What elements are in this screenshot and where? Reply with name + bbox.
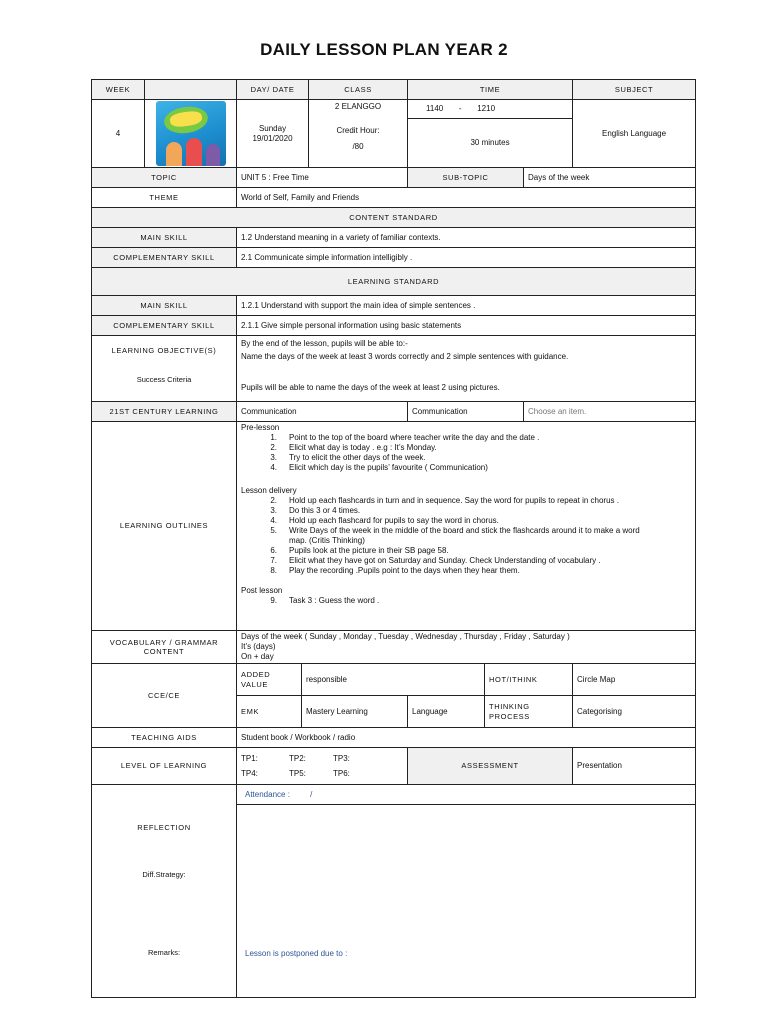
pre-item-number: 4. (270, 463, 277, 472)
credit-hour-value: /80 (352, 142, 364, 151)
theme-value: World of Self, Family and Friends (237, 188, 696, 208)
delivery-item-number: 8. (270, 566, 277, 575)
reflection-labels (92, 785, 237, 998)
post-item-text: Task 3 : Guess the word . (289, 596, 380, 605)
lesson-delivery-list (241, 496, 691, 576)
delivery-item-text: Play the recording .Pupils point to the days when they hear them. (289, 566, 520, 575)
ls-main-skill-label: MAIN SKILL (92, 296, 237, 316)
added-value-value: responsible (302, 664, 485, 696)
attendance-label: Attendance : (245, 789, 290, 799)
learning-outlines-value (237, 422, 696, 631)
time-header: TIME (408, 80, 573, 100)
pre-item (241, 453, 691, 463)
added-value-label: ADDED VALUE (237, 664, 302, 696)
delivery-item-text: Hold up each flashcards in turn and in sequence. Say the word for pupils to repeat in chorus . (289, 496, 619, 505)
pre-item-number: 1. (270, 433, 277, 442)
pre-item-number: 3. (270, 453, 277, 462)
time-value (408, 100, 573, 168)
tp1: TP1: (241, 753, 258, 763)
book-cover-cell (145, 100, 237, 168)
sub-topic-label: SUB-TOPIC (408, 168, 524, 188)
hot-ithink-value: Circle Map (573, 664, 696, 696)
objectives-label: LEARNING OBJECTIVE(S) (111, 346, 217, 355)
delivery-item-number: 4. (270, 516, 277, 525)
assessment-value: Presentation (573, 748, 696, 785)
delivery-item (241, 556, 691, 566)
tp5: TP5: (289, 768, 306, 778)
time-range: 1140 - 1210 (408, 100, 572, 119)
level-of-learning-label: LEVEL OF LEARNING (92, 748, 237, 785)
main-skill-value: 1.2 Understand meaning in a variety of familiar contexts. (237, 228, 696, 248)
post-lesson-list (241, 596, 691, 606)
delivery-item (241, 526, 691, 546)
delivery-item-number: 5. (270, 526, 277, 535)
post-item-number: 9. (270, 596, 277, 605)
day-text: Sunday (258, 123, 287, 133)
delivery-item (241, 496, 691, 506)
delivery-item-number: 2. (270, 496, 277, 505)
century-choose-item[interactable]: Choose an item. (524, 402, 696, 422)
pre-item (241, 443, 691, 453)
delivery-item-text: Do this 3 or 4 times. (289, 506, 361, 515)
pre-item-text: Point to the top of the board where teacher write the day and the date . (289, 433, 540, 442)
ls-complementary-skill-value: 2.1.1 Give simple personal information using basic statements (237, 316, 696, 336)
learning-outlines-label: LEARNING OUTLINES (92, 422, 237, 631)
success-criteria-text: Pupils will be able to name the days of the week at least 2 using pictures. (241, 383, 500, 392)
pre-item-text: Elicit what day is today . e.g : It’s Monday. (289, 443, 437, 452)
tp-levels (237, 748, 408, 785)
pre-item (241, 463, 691, 473)
teaching-aids-label: TEACHING AIDS (92, 728, 237, 748)
remarks-field[interactable] (237, 805, 696, 998)
thinking-process-value: Categorising (573, 696, 696, 728)
thinking-process-label: THINKING PROCESS (485, 696, 573, 728)
post-lesson-heading: Post lesson (241, 586, 283, 595)
class-value (309, 100, 408, 168)
book-cover-image (156, 101, 226, 166)
pre-item-number: 2. (270, 443, 277, 452)
topic-value: UNIT 5 : Free Time (237, 168, 408, 188)
emk-value: Mastery Learning (302, 696, 408, 728)
delivery-item-text: Elicit what they have got on Saturday and Sunday. Check Understanding of vocabulary . (289, 556, 601, 565)
cce-label: CCE/CE (92, 664, 237, 728)
sub-topic-value: Days of the week (524, 168, 696, 188)
objectives-value (237, 336, 696, 402)
assessment-label: ASSESSMENT (408, 748, 573, 785)
vocabulary-value (237, 631, 696, 664)
learning-standard-heading: LEARNING STANDARD (92, 268, 696, 296)
vocabulary-line-2: It’s (days) (241, 642, 276, 651)
objectives-intro: By the end of the lesson, pupils will be able to:- (241, 339, 408, 348)
diff-strategy-label: Diff.Strategy: (142, 870, 186, 880)
subject-header: SUBJECT (573, 80, 696, 100)
delivery-item-number: 6. (270, 546, 277, 555)
delivery-item (241, 546, 691, 556)
lesson-plan-table (91, 79, 696, 998)
page-title: DAILY LESSON PLAN YEAR 2 (260, 40, 508, 59)
duration-text: 30 minutes (470, 138, 510, 147)
vocabulary-line-3: On + day (241, 652, 274, 661)
success-criteria-label: Success Criteria (136, 375, 192, 385)
century-item-1: Communication (237, 402, 408, 422)
class-name: 2 ELANGGO (334, 102, 382, 111)
pre-lesson-list (241, 433, 691, 473)
credit-hour-label: Credit Hour: (336, 126, 380, 135)
attendance-field[interactable] (237, 785, 696, 805)
delivery-item-number: 3. (270, 506, 277, 515)
delivery-item-text: Pupils look at the picture in their SB page 58. (289, 546, 449, 555)
objective-text: Name the days of the week at least 3 words correctly and 2 simple sentences with guidance. (241, 352, 569, 361)
ls-main-skill-value: 1.2.1 Understand with support the main idea of simple sentences . (237, 296, 696, 316)
main-skill-label: MAIN SKILL (92, 228, 237, 248)
theme-label: THEME (92, 188, 237, 208)
pre-item (241, 433, 691, 443)
objectives-label-cell (92, 336, 237, 402)
tp3: TP3: (333, 753, 350, 763)
pre-item-text: Try to elicit the other days of the week. (289, 453, 426, 462)
attendance-separator: / (310, 789, 313, 799)
emk-value-2: Language (408, 696, 485, 728)
delivery-item (241, 566, 691, 576)
complementary-skill-value: 2.1 Communicate simple information intelligibly . (237, 248, 696, 268)
week-value: 4 (92, 100, 145, 168)
pre-lesson-heading: Pre-lesson (241, 423, 280, 432)
content-standard-heading: CONTENT STANDARD (92, 208, 696, 228)
delivery-item (241, 516, 691, 526)
topic-label: TOPIC (92, 168, 237, 188)
delivery-item-text: Hold up each flashcard for pupils to say the word in chorus. (289, 516, 499, 525)
ls-complementary-skill-label: COMPLEMENTARY SKILL (92, 316, 237, 336)
emk-label: EMK (237, 696, 302, 728)
class-header: CLASS (309, 80, 408, 100)
delivery-item-text: Write Days of the week in the middle of the board and stick the flashcards around it to make a word map. (Critis Thinking) (289, 526, 640, 545)
tp6: TP6: (333, 768, 350, 778)
day-date-value (237, 100, 309, 168)
delivery-item (241, 506, 691, 516)
complementary-skill-label: COMPLEMENTARY SKILL (92, 248, 237, 268)
century-learning-label: 21ST CENTURY LEARNING (92, 402, 237, 422)
week-header: WEEK (92, 80, 145, 100)
pre-item-text: Elicit which day is the pupils’ favourite ( Communication) (289, 463, 488, 472)
century-item-2: Communication (408, 402, 524, 422)
remarks-label: Remarks: (147, 947, 181, 957)
delivery-item-number: 7. (270, 556, 277, 565)
hot-ithink-label: HOT/ITHINK (485, 664, 573, 696)
tp2: TP2: (289, 753, 306, 763)
date-text: 19/01/2020 (252, 133, 293, 143)
tp4: TP4: (241, 768, 258, 778)
postponed-text: Lesson is postponed due to : (245, 949, 348, 958)
tp-grid (241, 754, 403, 779)
day-date-header: DAY/ DATE (237, 80, 309, 100)
post-item (241, 596, 691, 606)
reflection-label: REFLECTION (137, 823, 191, 832)
subject-value: English Language (573, 100, 696, 168)
teaching-aids-value: Student book / Workbook / radio (237, 728, 696, 748)
lesson-delivery-heading: Lesson delivery (241, 486, 297, 495)
vocabulary-label: VOCABULARY / GRAMMAR CONTENT (92, 631, 237, 664)
vocabulary-line-1: Days of the week ( Sunday , Monday , Tuesday , Wednesday , Thursday , Friday , Saturday ) (241, 632, 570, 641)
